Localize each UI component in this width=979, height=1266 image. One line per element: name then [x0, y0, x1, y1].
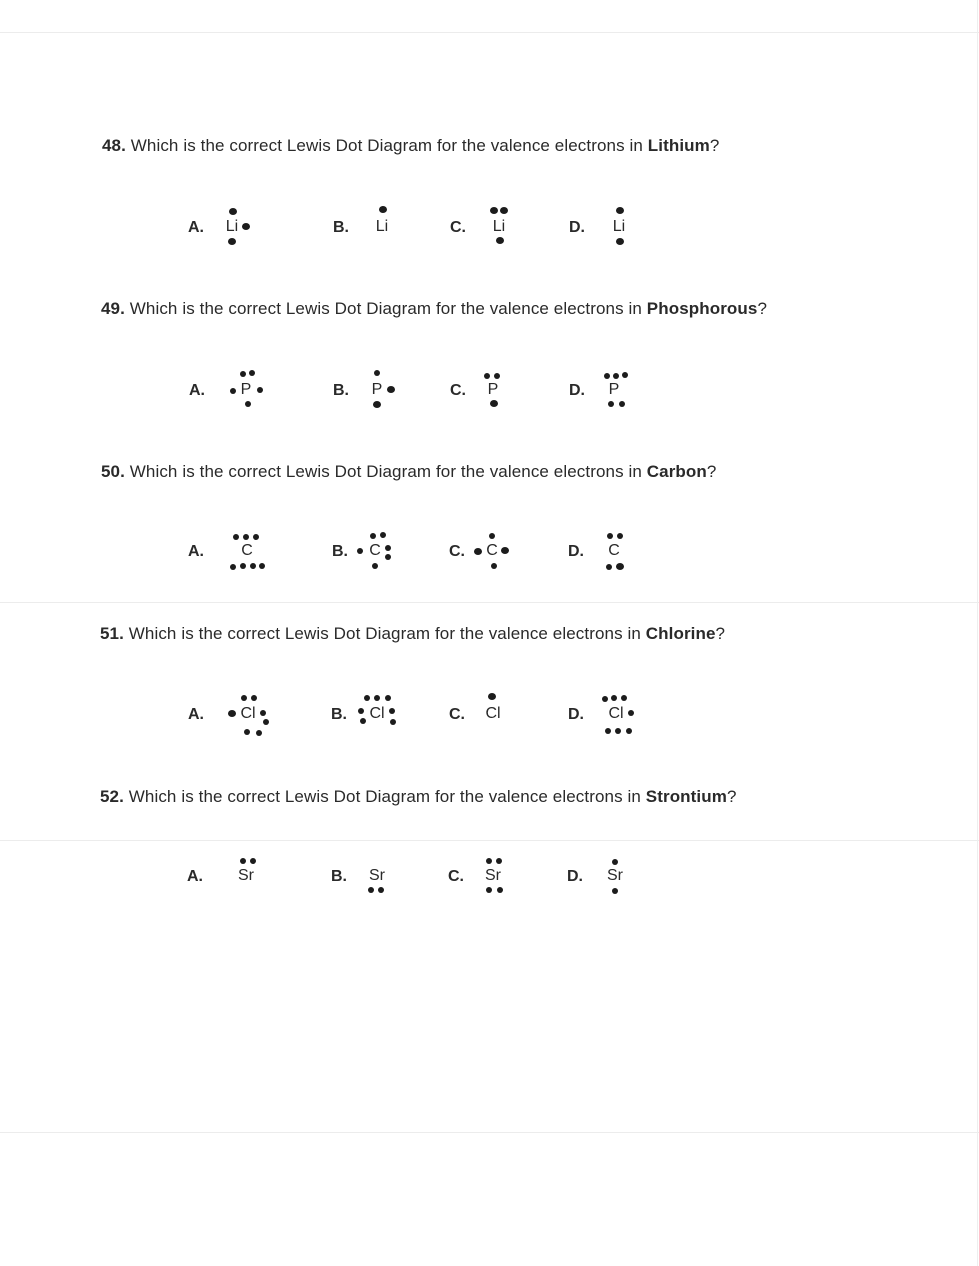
- electron-dot: [242, 223, 250, 230]
- element-symbol: C: [241, 542, 253, 559]
- electron-dot: [360, 718, 366, 724]
- electron-dot: [605, 728, 611, 734]
- element-symbol: Cl: [369, 705, 385, 722]
- electron-dot: [228, 238, 236, 245]
- option-letter: B.: [333, 219, 349, 236]
- electron-dot: [474, 548, 482, 555]
- electron-dot: [491, 563, 497, 569]
- scan-line-lower: [0, 840, 979, 841]
- electron-dot: [241, 695, 247, 701]
- option-letter: A.: [187, 868, 203, 885]
- element-symbol: P: [240, 381, 252, 398]
- element-symbol: Li: [492, 218, 506, 235]
- element-symbol: C: [486, 542, 498, 559]
- option-letter: A.: [188, 543, 204, 560]
- element-symbol: Cl: [485, 705, 501, 722]
- electron-dot: [245, 401, 251, 407]
- electron-dot: [259, 563, 265, 569]
- scan-edge: [977, 0, 978, 1266]
- electron-dot: [494, 373, 500, 379]
- element-symbol: Li: [375, 218, 389, 235]
- option-letter: D.: [568, 543, 584, 560]
- question-text: [102, 135, 719, 157]
- electron-dot: [256, 730, 262, 736]
- question-mark: ?: [709, 136, 720, 155]
- question-mark: ?: [715, 624, 726, 643]
- element-symbol: Cl: [608, 705, 624, 722]
- question-element: Chlorine: [645, 624, 716, 643]
- electron-dot: [250, 858, 256, 864]
- electron-dot: [607, 533, 613, 539]
- electron-dot: [368, 887, 374, 893]
- element-symbol: Li: [225, 218, 239, 235]
- electron-dot: [250, 563, 256, 569]
- question-number: 50.: [101, 462, 125, 481]
- electron-dot: [370, 533, 376, 539]
- electron-dot: [496, 237, 504, 244]
- option-letter: A.: [188, 706, 204, 723]
- question-number: 48.: [102, 136, 126, 155]
- electron-dot: [374, 370, 380, 376]
- electron-dot: [379, 206, 387, 213]
- option-letter: A.: [188, 219, 204, 236]
- question-prompt: Which is the correct Lewis Dot Diagram for the valence electrons in: [123, 787, 646, 806]
- element-symbol: C: [608, 542, 620, 559]
- electron-dot: [229, 208, 237, 215]
- electron-dot: [617, 533, 623, 539]
- electron-dot: [389, 708, 395, 714]
- electron-dot: [490, 400, 498, 407]
- electron-dot: [244, 729, 250, 735]
- electron-dot: [385, 695, 391, 701]
- electron-dot: [616, 207, 624, 214]
- option-letter: C.: [449, 706, 465, 723]
- electron-dot: [602, 696, 608, 702]
- question-prompt: Which is the correct Lewis Dot Diagram for the valence electrons in: [124, 299, 647, 318]
- electron-dot: [615, 728, 621, 734]
- option-letter: B.: [332, 543, 348, 560]
- element-symbol: Li: [612, 218, 626, 235]
- element-symbol: Sr: [369, 867, 385, 884]
- electron-dot: [387, 386, 395, 393]
- electron-dot: [380, 532, 386, 538]
- electron-dot: [606, 564, 612, 570]
- electron-dot: [619, 401, 625, 407]
- electron-dot: [240, 563, 246, 569]
- option-letter: B.: [331, 706, 347, 723]
- electron-dot: [249, 370, 255, 376]
- question-element: Lithium: [647, 136, 710, 155]
- electron-dot: [501, 547, 509, 554]
- electron-dot: [612, 859, 618, 865]
- scan-line-top: [0, 32, 979, 33]
- option-letter: D.: [567, 868, 583, 885]
- electron-dot: [604, 373, 610, 379]
- electron-dot: [608, 401, 614, 407]
- electron-dot: [230, 388, 236, 394]
- electron-dot: [628, 710, 634, 716]
- question-prompt: Which is the correct Lewis Dot Diagram for the valence electrons in: [124, 462, 647, 481]
- question-text: [101, 298, 767, 320]
- electron-dot: [358, 708, 364, 714]
- electron-dot: [243, 534, 249, 540]
- electron-dot: [372, 563, 378, 569]
- question-text: [100, 623, 725, 645]
- electron-dot: [622, 372, 628, 378]
- electron-dot: [385, 545, 391, 551]
- question-mark: ?: [757, 299, 767, 318]
- option-letter: B.: [331, 868, 347, 885]
- electron-dot: [626, 728, 632, 734]
- element-symbol: P: [487, 381, 499, 398]
- question-number: 49.: [101, 299, 125, 318]
- electron-dot: [228, 710, 236, 717]
- electron-dot: [613, 373, 619, 379]
- question-prompt: Which is the correct Lewis Dot Diagram for the valence electrons in: [125, 136, 648, 155]
- element-symbol: Cl: [240, 705, 256, 722]
- question-text: [101, 461, 716, 483]
- element-symbol: Sr: [238, 867, 254, 884]
- option-letter: C.: [450, 382, 466, 399]
- question-prompt: Which is the correct Lewis Dot Diagram for the valence electrons in: [123, 624, 646, 643]
- element-symbol: P: [371, 381, 383, 398]
- question-mark: ?: [706, 462, 717, 481]
- electron-dot: [611, 695, 617, 701]
- option-letter: D.: [569, 219, 585, 236]
- question-number: 51.: [100, 624, 124, 643]
- electron-dot: [497, 887, 503, 893]
- electron-dot: [488, 693, 496, 700]
- electron-dot: [263, 719, 269, 725]
- scan-line-bottom: [0, 1132, 979, 1133]
- electron-dot: [489, 533, 495, 539]
- question-mark: ?: [726, 787, 737, 806]
- electron-dot: [253, 534, 259, 540]
- option-letter: C.: [448, 868, 464, 885]
- scan-line-middle: [0, 602, 979, 603]
- option-letter: D.: [568, 706, 584, 723]
- electron-dot: [496, 858, 502, 864]
- electron-dot: [357, 548, 363, 554]
- element-symbol: Sr: [607, 867, 623, 884]
- electron-dot: [240, 858, 246, 864]
- electron-dot: [233, 534, 239, 540]
- question-element: Phosphorous: [646, 299, 758, 318]
- electron-dot: [486, 858, 492, 864]
- electron-dot: [621, 695, 627, 701]
- electron-dot: [390, 719, 396, 725]
- question-element: Strontium: [645, 787, 727, 806]
- electron-dot: [260, 710, 266, 716]
- electron-dot: [378, 887, 384, 893]
- electron-dot: [616, 238, 624, 245]
- element-symbol: C: [369, 542, 381, 559]
- electron-dot: [251, 695, 257, 701]
- element-symbol: Sr: [485, 867, 501, 884]
- option-letter: D.: [569, 382, 585, 399]
- question-text: [100, 786, 737, 808]
- electron-dot: [364, 695, 370, 701]
- option-letter: A.: [189, 382, 205, 399]
- electron-dot: [230, 564, 236, 570]
- electron-dot: [486, 887, 492, 893]
- electron-dot: [373, 401, 381, 408]
- electron-dot: [484, 373, 490, 379]
- electron-dot: [374, 695, 380, 701]
- electron-dot: [385, 554, 391, 560]
- electron-dot: [490, 207, 498, 214]
- electron-dot: [612, 888, 618, 894]
- element-symbol: P: [608, 381, 620, 398]
- option-letter: B.: [333, 382, 349, 399]
- electron-dot: [616, 563, 624, 570]
- electron-dot: [240, 371, 246, 377]
- electron-dot: [257, 387, 263, 393]
- option-letter: C.: [449, 543, 465, 560]
- question-element: Carbon: [646, 462, 707, 481]
- question-number: 52.: [100, 787, 124, 806]
- electron-dot: [500, 207, 508, 214]
- option-letter: C.: [450, 219, 466, 236]
